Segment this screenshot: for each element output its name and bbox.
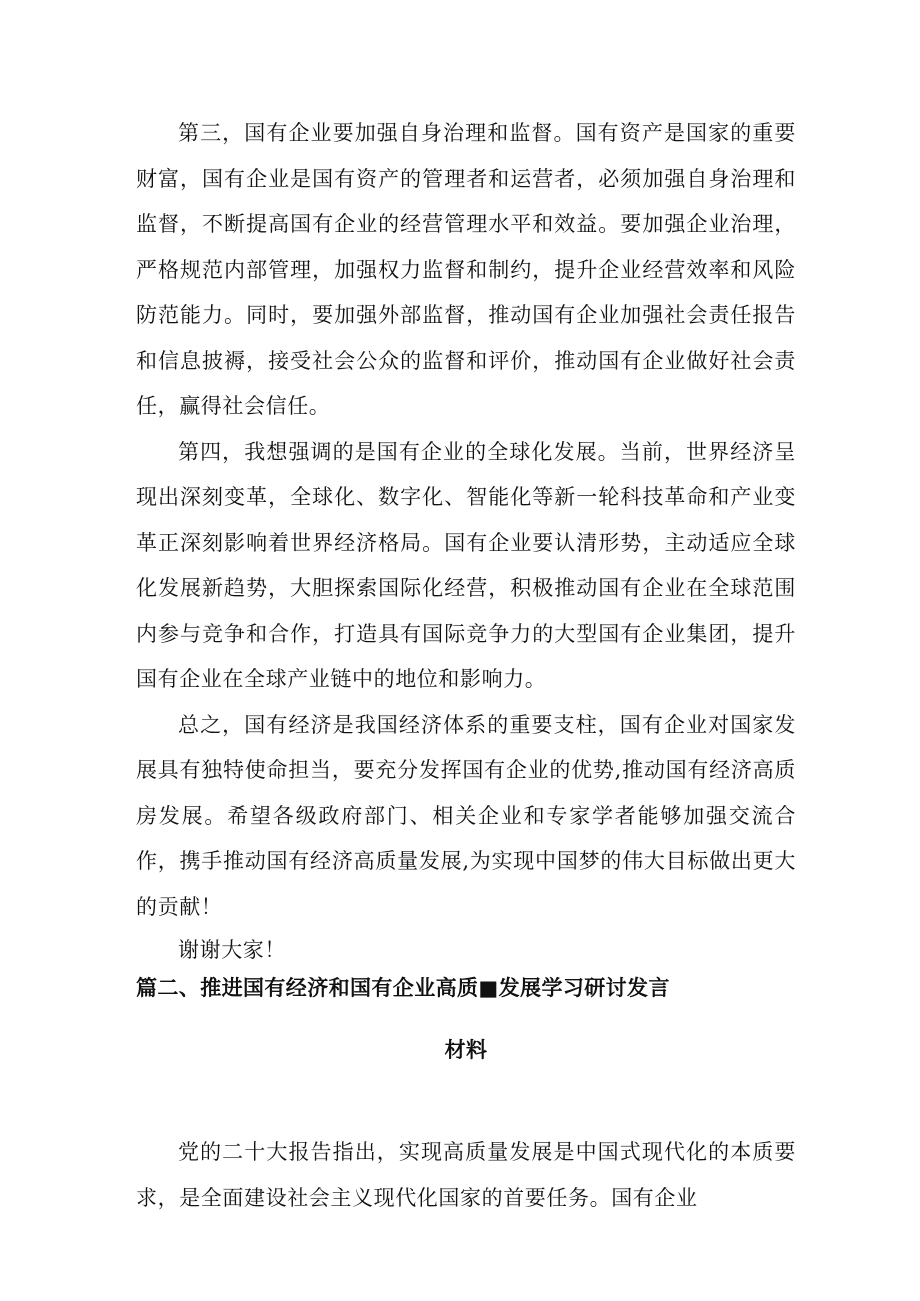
paragraph-fourth-point: 第四，我想强调的是国有企业的全球化发展。当前，世界经济呈现出深刻变革，全球化、数字化、智能化等新一轮科技革命和产业变革正深刻影响着世界经济格局。国有企业要认清形势，主动适应全球化发展新趋势，大胆探索国际化经营，积极推动国有企业在全球范围内参与竞争和合作，打造具有国际竞争力的大型国有企业集团，提升国有企业在全球产业链中的地位和影响力。 [136,439,796,691]
section-spacer [136,1068,796,1130]
section-title-continued: 材料 [444,1038,488,1062]
closing-thanks: 谢谢大家！ [178,938,286,962]
paragraph-conclusion: 总之，国有经济是我国经济体系的重要支柱，国有企业对国家发展具有独特使命担当，要充分发挥国有企业的优势,推动国有经济高质房发展。希望各级政府部门、相关企业和专家学者能够加强交流合作，携手推动国有经济高质量发展,为实现中国梦的伟大目标做出更大的贡献！ [136,712,796,919]
section-title: 篇二、推进国有经济和国有企业高质■发展学习研讨发言 [136,976,670,1000]
document-body [136,111,796,1221]
paragraph-intro: 党的二十大报告指出，实现高质量发展是中国式现代化的本质要求，是全面建设社会主义现代化国家的首要任务。国有企业 [136,1140,796,1210]
paragraph-third-point: 第三，国有企业要加强自身治理和监督。国有资产是国家的重要财富，国有企业是国有资产的管理者和运营者，必须加强自身治理和监督，不断提高国有企业的经营管理水平和效益。要加强企业治理，严格规范内部管理，加强权力监督和制约，提升企业经营效率和风险防范能力。同时，要加强外部监督，推动国有企业加强社会责任报告和信息披褥，接受社会公众的监督和评价，推动国有企业做好社会责任，赢得社会信任。 [136,121,796,418]
